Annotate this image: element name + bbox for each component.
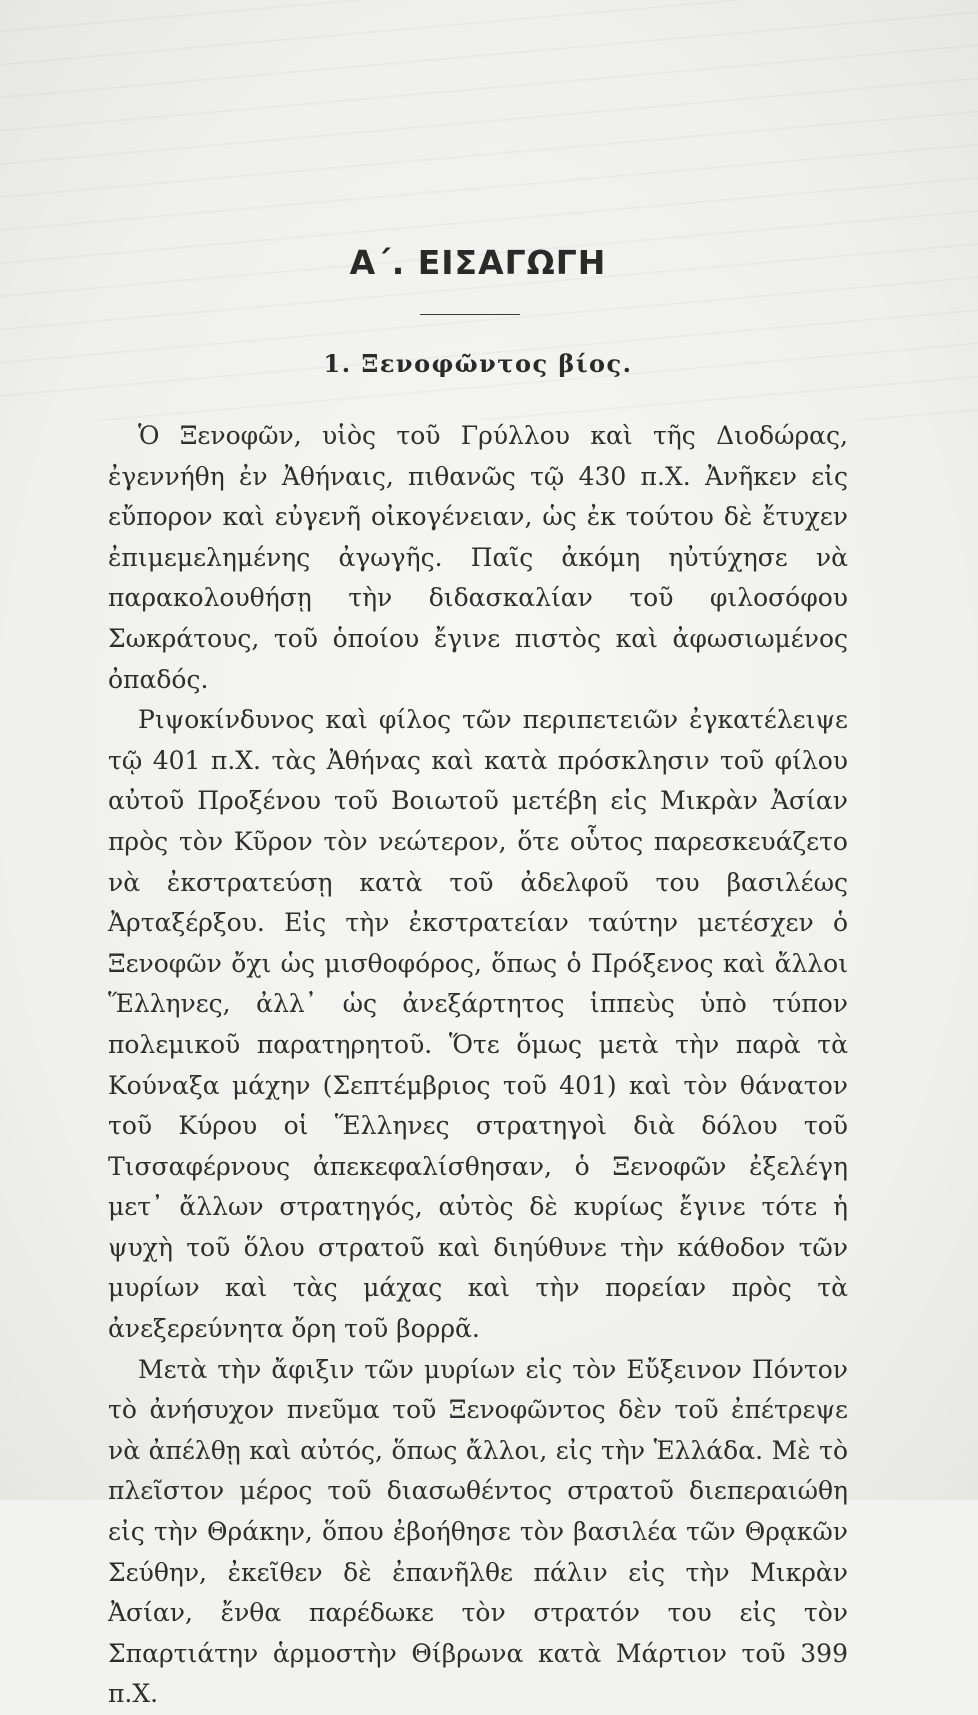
title-divider <box>420 314 520 315</box>
paragraph-2: Ριψοκίνδυνος καὶ φίλος τῶν περιπετειῶν ἐγκατέλειψε τῷ 401 π.Χ. τὰς Ἀθήνας καὶ κατὰ πρόσκλησιν τοῦ φίλου αὐτοῦ Προξένου τοῦ Βοιωτοῦ μετέβη εἰς Μικρὰν Ἀσίαν πρὸς τὸν Κῦρον τὸν νεώτερον, ὅτε οὗτος παρεσκευάζετο νὰ ἐκστρατεύσῃ κατὰ τοῦ ἀδελφοῦ του βασιλέως Ἀρταξέρξου. Εἰς τὴν ἐκστρατείαν ταύτην μετέσχεν ὁ Ξενοφῶν ὄχι ὡς μισθοφόρος, ὅπως ὁ Πρόξενος καὶ ἄλλοι Ἕλληνες, ἀλλ᾽ ὡς ἀνεξάρτητος ἱππεὺς ὑπὸ τύπον πολεμικοῦ παρατηρητοῦ. Ὅτε ὅμως μετὰ τὴν παρὰ τὰ Κούναξα μάχην (Σεπτέμβριος τοῦ 401) καὶ τὸν θάνατον τοῦ Κύρου οἱ Ἕλληνες στρατηγοὶ διὰ δόλου τοῦ Τισσαφέρνους ἀπεκεφαλίσθησαν, ὁ Ξενοφῶν ἐξελέγη μετ᾽ ἄλλων στρατηγός, αὐτὸς δὲ κυρίως ἔγινε τότε ἡ ψυχὴ τοῦ ὅλου στρατοῦ καὶ διηύθυνε τὴν κάθοδον τῶν μυρίων καὶ τὰς μάχας καὶ τὴν πορείαν πρὸς τὰ ἀνεξερεύνητα ὄρη τοῦ βορρᾶ. <box>108 705 848 1344</box>
subsection-title: 1. Ξενοφῶντος βίος. <box>323 349 633 378</box>
paragraph-1: Ὁ Ξενοφῶν, υἱὸς τοῦ Γρύλλου καὶ τῆς Διοδώρας, ἐγεννήθη ἐν Ἀθήναις, πιθανῶς τῷ 430 π.Χ. Ἀνῆκεν εἰς εὔπορον καὶ εὐγενῆ οἰκογένειαν, ὡς ἐκ τούτου δὲ ἔτυχεν ἐπιμεμελημένης ἀγωγῆς. Παῖς ἀκόμη ηὐτύχησε νὰ παρακολουθήσῃ τὴν διδασκαλίαν τοῦ φιλοσόφου Σωκράτους, τοῦ ὁποίου ἔγινε πιστὸς καὶ ἀφωσιωμένος ὀπαδός. <box>108 421 848 694</box>
section-title: Α΄. ΕΙΣΑΓΩΓΗ <box>349 243 607 282</box>
paragraph-3: Μετὰ τὴν ἄφιξιν τῶν μυρίων εἰς τὸν Εὔξεινον Πόντον τὸ ἀνήσυχον πνεῦμα τοῦ Ξενοφῶντος δὲν τοῦ ἐπέτρεψε νὰ ἀπέλθῃ καὶ αὐτός, ὅπως ἄλλοι, εἰς τὴν Ἑλλάδα. Μὲ τὸ πλεῖστον μέρος τοῦ διασωθέντος στρατοῦ διεπεραιώθη εἰς τὴν Θράκην, ὅπου ἐβοήθησε τὸν βασιλέα τῶν Θρᾳκῶν Σεύθην, ἐκεῖθεν δὲ ἐπανῆλθε πάλιν εἰς τὴν Μικρὰν Ἀσίαν, ἔνθα παρέδωκε τὸν στρατόν του εἰς τὸν Σπαρτιάτην ἁρμοστὴν Θίβρωνα κατὰ Μάρτιον τοῦ 399 π.Χ. <box>108 1354 848 1709</box>
body-text <box>108 416 848 1715</box>
